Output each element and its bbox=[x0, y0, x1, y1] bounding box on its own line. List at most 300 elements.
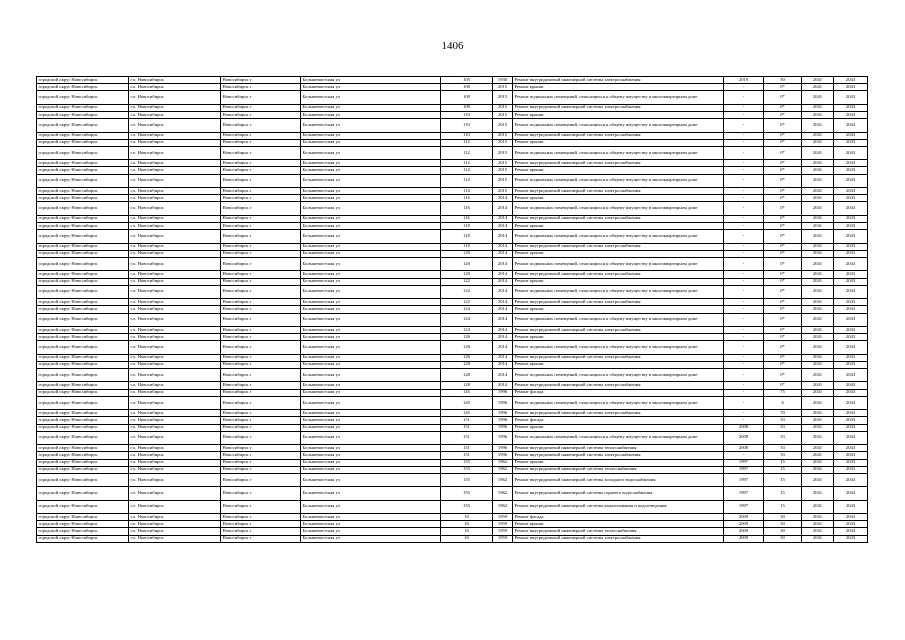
table-row bbox=[37, 466, 868, 473]
cell-end-year: 2043 bbox=[834, 389, 868, 396]
cell-house-number: 124 bbox=[441, 326, 493, 333]
cell-street: Большевистская ул bbox=[301, 431, 441, 444]
cell-work-type: Ремонт внутридомовой инженерной системы электроснабжения bbox=[513, 188, 724, 195]
cell-locality: Новосибирск г bbox=[221, 167, 301, 174]
cell-build-year: 2015 bbox=[493, 146, 513, 159]
cell-house-number: 120 bbox=[441, 250, 493, 257]
cell-start-year: 2041 bbox=[802, 257, 834, 270]
cell-wear-percent: 15 bbox=[764, 466, 802, 473]
cell-work-type: Ремонт крыши bbox=[513, 424, 724, 431]
cell-work-type: Ремонт внутридомовой инженерной системы горячего водоснабжения bbox=[513, 487, 724, 500]
cell-end-year: 2043 bbox=[834, 306, 868, 313]
cell-house-number: 155 bbox=[441, 500, 493, 513]
cell-locality: Новосибирск г bbox=[221, 410, 301, 417]
table-row bbox=[37, 369, 868, 382]
cell-locality: Новосибирск г bbox=[221, 341, 301, 354]
cell-start-year: 2041 bbox=[802, 452, 834, 459]
cell-last-repair-year: 2008 bbox=[724, 431, 764, 444]
cell-house-number: 114 bbox=[441, 167, 493, 174]
cell-build-year: 1996 bbox=[493, 410, 513, 417]
cell-last-repair-year: - bbox=[724, 257, 764, 270]
cell-last-repair-year: - bbox=[724, 223, 764, 230]
cell-start-year: 2041 bbox=[802, 459, 834, 466]
cell-house-number: 16 bbox=[441, 514, 493, 521]
cell-municipal-unit: г.о. Новосибирск bbox=[129, 361, 221, 368]
cell-start-year: 2041 bbox=[802, 174, 834, 187]
cell-street: Большевистская ул bbox=[301, 215, 441, 222]
cell-municipal-unit: г.о. Новосибирск bbox=[129, 285, 221, 298]
cell-last-repair-year: - bbox=[724, 160, 764, 167]
cell-locality: Новосибирск г bbox=[221, 250, 301, 257]
cell-locality: Новосибирск г bbox=[221, 466, 301, 473]
cell-wear-percent: 0* bbox=[764, 278, 802, 285]
cell-municipality: городской округ Новосибирск bbox=[37, 382, 129, 389]
cell-start-year: 2041 bbox=[802, 230, 834, 243]
cell-start-year: 2041 bbox=[802, 84, 834, 91]
cell-municipal-unit: г.о. Новосибирск bbox=[129, 326, 221, 333]
cell-start-year: 2041 bbox=[802, 146, 834, 159]
table-row bbox=[37, 271, 868, 278]
cell-last-repair-year: - bbox=[724, 111, 764, 118]
cell-work-type: Ремонт внутридомовой инженерной системы электроснабжения bbox=[513, 452, 724, 459]
cell-wear-percent: 0* bbox=[764, 313, 802, 326]
cell-house-number: 110 bbox=[441, 111, 493, 118]
cell-street: Большевистская ул bbox=[301, 195, 441, 202]
cell-work-type: Ремонт внутридомовой инженерной системы электроснабжения bbox=[513, 243, 724, 250]
cell-last-repair-year: - bbox=[724, 306, 764, 313]
table-row bbox=[37, 160, 868, 167]
cell-locality: Новосибирск г bbox=[221, 139, 301, 146]
cell-build-year: 2015 bbox=[493, 111, 513, 118]
cell-work-type: Ремонт подвальных помещений, относящихся к общему имуществу в многоквартирном доме bbox=[513, 119, 724, 132]
cell-locality: Новосибирск г bbox=[221, 424, 301, 431]
cell-last-repair-year: - bbox=[724, 132, 764, 139]
cell-locality: Новосибирск г bbox=[221, 514, 301, 521]
cell-start-year: 2041 bbox=[802, 473, 834, 486]
cell-build-year: 2015 bbox=[493, 104, 513, 111]
cell-end-year: 2043 bbox=[834, 167, 868, 174]
cell-end-year: 2043 bbox=[834, 299, 868, 306]
cell-last-repair-year: - bbox=[724, 84, 764, 91]
cell-start-year: 2041 bbox=[802, 91, 834, 104]
cell-wear-percent: 0* bbox=[764, 215, 802, 222]
cell-work-type: Ремонт подвальных помещений, относящихся к общему имуществу в многоквартирном доме bbox=[513, 91, 724, 104]
cell-start-year: 2041 bbox=[802, 396, 834, 409]
cell-house-number: 108 bbox=[441, 84, 493, 91]
cell-wear-percent: 0* bbox=[764, 271, 802, 278]
table-row bbox=[37, 174, 868, 187]
cell-work-type: Ремонт внутридомовой инженерной системы теплоснабжения bbox=[513, 445, 724, 452]
cell-house-number: 116 bbox=[441, 215, 493, 222]
page-number: 1406 bbox=[441, 40, 464, 52]
table-row bbox=[37, 188, 868, 195]
cell-start-year: 2041 bbox=[802, 313, 834, 326]
cell-house-number: 16 bbox=[441, 521, 493, 528]
table-row bbox=[37, 119, 868, 132]
cell-locality: Новосибирск г bbox=[221, 521, 301, 528]
cell-last-repair-year: 2008 bbox=[724, 424, 764, 431]
cell-street: Большевистская ул bbox=[301, 410, 441, 417]
cell-work-type: Ремонт подвальных помещений, относящихся к общему имуществу в многоквартирном доме bbox=[513, 313, 724, 326]
cell-wear-percent: 33 bbox=[764, 417, 802, 424]
cell-street: Большевистская ул bbox=[301, 84, 441, 91]
cell-municipality: городской округ Новосибирск bbox=[37, 188, 129, 195]
cell-municipality: городской округ Новосибирск bbox=[37, 271, 129, 278]
cell-last-repair-year: - bbox=[724, 452, 764, 459]
table-row bbox=[37, 299, 868, 306]
cell-start-year: 2041 bbox=[802, 250, 834, 257]
cell-house-number: 151 bbox=[441, 424, 493, 431]
cell-street: Большевистская ул bbox=[301, 167, 441, 174]
cell-street: Большевистская ул bbox=[301, 91, 441, 104]
cell-wear-percent: 0* bbox=[764, 306, 802, 313]
cell-last-repair-year: 2008 bbox=[724, 445, 764, 452]
cell-start-year: 2041 bbox=[802, 424, 834, 431]
cell-municipal-unit: г.о. Новосибирск bbox=[129, 313, 221, 326]
cell-locality: Новосибирск г bbox=[221, 487, 301, 500]
cell-last-repair-year: - bbox=[724, 195, 764, 202]
cell-work-type: Ремонт внутридомовой инженерной системы теплоснабжения bbox=[513, 466, 724, 473]
cell-last-repair-year: - bbox=[724, 417, 764, 424]
cell-municipal-unit: г.о. Новосибирск bbox=[129, 146, 221, 159]
cell-locality: Новосибирск г bbox=[221, 431, 301, 444]
cell-street: Большевистская ул bbox=[301, 306, 441, 313]
cell-municipal-unit: г.о. Новосибирск bbox=[129, 230, 221, 243]
cell-end-year: 2043 bbox=[834, 535, 868, 542]
cell-end-year: 2043 bbox=[834, 514, 868, 521]
table-row bbox=[37, 521, 868, 528]
cell-municipal-unit: г.о. Новосибирск bbox=[129, 417, 221, 424]
cell-wear-percent: 15 bbox=[764, 500, 802, 513]
cell-locality: Новосибирск г bbox=[221, 132, 301, 139]
table-row bbox=[37, 514, 868, 521]
cell-last-repair-year: 1997 bbox=[724, 466, 764, 473]
cell-build-year: 2015 bbox=[493, 174, 513, 187]
cell-end-year: 2043 bbox=[834, 382, 868, 389]
cell-house-number: 155 bbox=[441, 466, 493, 473]
cell-street: Большевистская ул bbox=[301, 299, 441, 306]
table-row bbox=[37, 396, 868, 409]
cell-municipality: городской округ Новосибирск bbox=[37, 410, 129, 417]
cell-end-year: 2043 bbox=[834, 230, 868, 243]
cell-end-year: 2043 bbox=[834, 417, 868, 424]
cell-municipality: городской округ Новосибирск bbox=[37, 424, 129, 431]
cell-municipality: городской округ Новосибирск bbox=[37, 111, 129, 118]
cell-municipality: городской округ Новосибирск bbox=[37, 215, 129, 222]
cell-municipality: городской округ Новосибирск bbox=[37, 243, 129, 250]
cell-last-repair-year: - bbox=[724, 91, 764, 104]
cell-build-year: 2014 bbox=[493, 271, 513, 278]
cell-municipality: городской округ Новосибирск bbox=[37, 500, 129, 513]
cell-work-type: Ремонт внутридомовой инженерной системы электроснабжения bbox=[513, 132, 724, 139]
cell-locality: Новосибирск г bbox=[221, 119, 301, 132]
cell-build-year: 1996 bbox=[493, 431, 513, 444]
cell-end-year: 2043 bbox=[834, 243, 868, 250]
cell-municipal-unit: г.о. Новосибирск bbox=[129, 382, 221, 389]
cell-work-type: Ремонт внутридомовой инженерной системы электроснабжения bbox=[513, 160, 724, 167]
cell-wear-percent: 0* bbox=[764, 341, 802, 354]
cell-street: Большевистская ул bbox=[301, 500, 441, 513]
cell-wear-percent: 0* bbox=[764, 369, 802, 382]
cell-street: Большевистская ул bbox=[301, 389, 441, 396]
cell-build-year: 2014 bbox=[493, 202, 513, 215]
cell-wear-percent: 75 bbox=[764, 389, 802, 396]
cell-last-repair-year: - bbox=[724, 341, 764, 354]
cell-work-type: Ремонт внутридомовой инженерной системы электроснабжения bbox=[513, 326, 724, 333]
cell-end-year: 2043 bbox=[834, 354, 868, 361]
cell-wear-percent: 30 bbox=[764, 521, 802, 528]
cell-house-number: 108 bbox=[441, 91, 493, 104]
cell-house-number: 16 bbox=[441, 528, 493, 535]
cell-last-repair-year: 1997 bbox=[724, 487, 764, 500]
cell-build-year: 1959 bbox=[493, 535, 513, 542]
cell-work-type: Ремонт подвальных помещений, относящихся к общему имуществу в многоквартирном доме bbox=[513, 202, 724, 215]
cell-house-number: 124 bbox=[441, 313, 493, 326]
cell-wear-percent: 0* bbox=[764, 202, 802, 215]
cell-wear-percent: 15 bbox=[764, 459, 802, 466]
cell-municipality: городской округ Новосибирск bbox=[37, 139, 129, 146]
cell-last-repair-year: - bbox=[724, 250, 764, 257]
cell-end-year: 2043 bbox=[834, 77, 868, 84]
cell-work-type: Ремонт подвальных помещений, относящихся к общему имуществу в многоквартирном доме bbox=[513, 146, 724, 159]
table-row bbox=[37, 326, 868, 333]
cell-street: Большевистская ул bbox=[301, 313, 441, 326]
register-body bbox=[37, 77, 868, 543]
table-row bbox=[37, 313, 868, 326]
cell-build-year: 1996 bbox=[493, 417, 513, 424]
cell-start-year: 2041 bbox=[802, 417, 834, 424]
cell-street: Большевистская ул bbox=[301, 487, 441, 500]
cell-street: Большевистская ул bbox=[301, 334, 441, 341]
table-row bbox=[37, 424, 868, 431]
cell-start-year: 2041 bbox=[802, 188, 834, 195]
cell-work-type: Ремонт внутридомовой инженерной системы электроснабжения bbox=[513, 410, 724, 417]
cell-wear-percent: 0* bbox=[764, 174, 802, 187]
cell-municipal-unit: г.о. Новосибирск bbox=[129, 424, 221, 431]
table-row bbox=[37, 334, 868, 341]
cell-end-year: 2043 bbox=[834, 271, 868, 278]
cell-build-year: 1959 bbox=[493, 521, 513, 528]
cell-wear-percent: 0* bbox=[764, 84, 802, 91]
cell-house-number: 126 bbox=[441, 354, 493, 361]
cell-street: Большевистская ул bbox=[301, 119, 441, 132]
cell-wear-percent: 30 bbox=[764, 528, 802, 535]
cell-start-year: 2041 bbox=[802, 521, 834, 528]
cell-build-year: 2014 bbox=[493, 223, 513, 230]
cell-municipal-unit: г.о. Новосибирск bbox=[129, 119, 221, 132]
cell-build-year: 1996 bbox=[493, 389, 513, 396]
cell-municipal-unit: г.о. Новосибирск bbox=[129, 306, 221, 313]
cell-street: Большевистская ул bbox=[301, 382, 441, 389]
cell-municipal-unit: г.о. Новосибирск bbox=[129, 396, 221, 409]
cell-start-year: 2041 bbox=[802, 354, 834, 361]
cell-work-type: Ремонт крыши bbox=[513, 139, 724, 146]
cell-house-number: 151 bbox=[441, 417, 493, 424]
cell-build-year: 1959 bbox=[493, 528, 513, 535]
cell-start-year: 2041 bbox=[802, 487, 834, 500]
cell-work-type: Ремонт внутридомовой инженерной системы электроснабжения bbox=[513, 354, 724, 361]
cell-locality: Новосибирск г bbox=[221, 445, 301, 452]
cell-end-year: 2043 bbox=[834, 445, 868, 452]
table-row bbox=[37, 167, 868, 174]
cell-start-year: 2041 bbox=[802, 278, 834, 285]
cell-start-year: 2041 bbox=[802, 215, 834, 222]
cell-house-number: 124 bbox=[441, 306, 493, 313]
cell-last-repair-year: - bbox=[724, 299, 764, 306]
cell-street: Большевистская ул bbox=[301, 243, 441, 250]
cell-wear-percent: 0* bbox=[764, 167, 802, 174]
cell-start-year: 2041 bbox=[802, 326, 834, 333]
cell-street: Большевистская ул bbox=[301, 369, 441, 382]
cell-municipality: городской округ Новосибирск bbox=[37, 313, 129, 326]
cell-last-repair-year: - bbox=[724, 410, 764, 417]
cell-last-repair-year: 2009 bbox=[724, 514, 764, 521]
cell-municipal-unit: г.о. Новосибирск bbox=[129, 215, 221, 222]
cell-end-year: 2043 bbox=[834, 250, 868, 257]
cell-house-number: 155 bbox=[441, 459, 493, 466]
cell-municipality: городской округ Новосибирск bbox=[37, 369, 129, 382]
cell-municipal-unit: г.о. Новосибирск bbox=[129, 250, 221, 257]
cell-street: Большевистская ул bbox=[301, 257, 441, 270]
cell-municipality: городской округ Новосибирск bbox=[37, 466, 129, 473]
cell-house-number: 114 bbox=[441, 188, 493, 195]
cell-last-repair-year: - bbox=[724, 230, 764, 243]
cell-locality: Новосибирск г bbox=[221, 369, 301, 382]
cell-house-number: 151 bbox=[441, 445, 493, 452]
cell-work-type: Ремонт внутридомовой инженерной системы электроснабжения bbox=[513, 382, 724, 389]
cell-municipal-unit: г.о. Новосибирск bbox=[129, 354, 221, 361]
cell-wear-percent: 0* bbox=[764, 361, 802, 368]
cell-work-type: Ремонт фасада bbox=[513, 417, 724, 424]
cell-build-year: 2014 bbox=[493, 215, 513, 222]
cell-street: Большевистская ул bbox=[301, 77, 441, 84]
cell-start-year: 2041 bbox=[802, 139, 834, 146]
table-row bbox=[37, 77, 868, 84]
cell-locality: Новосибирск г bbox=[221, 278, 301, 285]
cell-municipal-unit: г.о. Новосибирск bbox=[129, 257, 221, 270]
cell-house-number: 120 bbox=[441, 257, 493, 270]
cell-end-year: 2043 bbox=[834, 361, 868, 368]
cell-work-type: Ремонт крыши bbox=[513, 111, 724, 118]
cell-municipality: городской округ Новосибирск bbox=[37, 487, 129, 500]
cell-municipal-unit: г.о. Новосибирск bbox=[129, 299, 221, 306]
cell-municipality: городской округ Новосибирск bbox=[37, 250, 129, 257]
cell-municipality: городской округ Новосибирск bbox=[37, 167, 129, 174]
cell-street: Большевистская ул bbox=[301, 361, 441, 368]
cell-last-repair-year: - bbox=[724, 313, 764, 326]
table-row bbox=[37, 257, 868, 270]
cell-house-number: 110 bbox=[441, 132, 493, 139]
cell-wear-percent: 0* bbox=[764, 299, 802, 306]
cell-work-type: Ремонт крыши bbox=[513, 195, 724, 202]
cell-house-number: 116 bbox=[441, 195, 493, 202]
cell-municipality: городской округ Новосибирск bbox=[37, 445, 129, 452]
table-row bbox=[37, 223, 868, 230]
cell-start-year: 2041 bbox=[802, 410, 834, 417]
cell-house-number: 112 bbox=[441, 160, 493, 167]
cell-last-repair-year: - bbox=[724, 361, 764, 368]
table-row bbox=[37, 139, 868, 146]
cell-municipal-unit: г.о. Новосибирск bbox=[129, 139, 221, 146]
table-row bbox=[37, 500, 868, 513]
cell-municipality: городской округ Новосибирск bbox=[37, 431, 129, 444]
cell-street: Большевистская ул bbox=[301, 417, 441, 424]
cell-end-year: 2043 bbox=[834, 111, 868, 118]
cell-locality: Новосибирск г bbox=[221, 188, 301, 195]
cell-municipality: городской округ Новосибирск bbox=[37, 459, 129, 466]
cell-street: Большевистская ул bbox=[301, 466, 441, 473]
cell-wear-percent: 0* bbox=[764, 160, 802, 167]
cell-municipal-unit: г.о. Новосибирск bbox=[129, 459, 221, 466]
cell-house-number: 108 bbox=[441, 104, 493, 111]
cell-last-repair-year: - bbox=[724, 271, 764, 278]
cell-house-number: 128 bbox=[441, 369, 493, 382]
table-row bbox=[37, 389, 868, 396]
cell-last-repair-year: - bbox=[724, 285, 764, 298]
cell-municipality: городской округ Новосибирск bbox=[37, 91, 129, 104]
table-row bbox=[37, 132, 868, 139]
table-row bbox=[37, 111, 868, 118]
cell-work-type: Ремонт внутридомовой инженерной системы электроснабжения bbox=[513, 535, 724, 542]
cell-street: Большевистская ул bbox=[301, 396, 441, 409]
table-row bbox=[37, 285, 868, 298]
cell-work-type: Ремонт подвальных помещений, относящихся к общему имуществу в многоквартирном доме bbox=[513, 285, 724, 298]
cell-work-type: Ремонт подвальных помещений, относящихся к общему имуществу в многоквартирном доме bbox=[513, 257, 724, 270]
table-row bbox=[37, 202, 868, 215]
cell-wear-percent: 30 bbox=[764, 514, 802, 521]
cell-municipal-unit: г.о. Новосибирск bbox=[129, 334, 221, 341]
table-row bbox=[37, 306, 868, 313]
cell-street: Большевистская ул bbox=[301, 132, 441, 139]
cell-start-year: 2041 bbox=[802, 382, 834, 389]
cell-build-year: 2014 bbox=[493, 306, 513, 313]
cell-municipality: городской округ Новосибирск bbox=[37, 77, 129, 84]
cell-build-year: 2014 bbox=[493, 341, 513, 354]
cell-municipal-unit: г.о. Новосибирск bbox=[129, 223, 221, 230]
cell-end-year: 2043 bbox=[834, 452, 868, 459]
cell-start-year: 2041 bbox=[802, 132, 834, 139]
cell-municipal-unit: г.о. Новосибирск bbox=[129, 188, 221, 195]
cell-build-year: 2014 bbox=[493, 299, 513, 306]
cell-build-year: 1962 bbox=[493, 487, 513, 500]
table-row bbox=[37, 535, 868, 542]
cell-last-repair-year: - bbox=[724, 139, 764, 146]
cell-build-year: 1996 bbox=[493, 445, 513, 452]
cell-last-repair-year: - bbox=[724, 167, 764, 174]
table-row bbox=[37, 459, 868, 466]
cell-work-type: Ремонт подвальных помещений, относящихся к общему имуществу в многоквартирном доме bbox=[513, 369, 724, 382]
cell-wear-percent: 0* bbox=[764, 326, 802, 333]
cell-last-repair-year: 2009 bbox=[724, 528, 764, 535]
cell-start-year: 2041 bbox=[802, 528, 834, 535]
cell-locality: Новосибирск г bbox=[221, 334, 301, 341]
cell-municipality: городской округ Новосибирск bbox=[37, 202, 129, 215]
cell-street: Большевистская ул bbox=[301, 535, 441, 542]
cell-start-year: 2041 bbox=[802, 514, 834, 521]
cell-wear-percent: 0* bbox=[764, 230, 802, 243]
cell-locality: Новосибирск г bbox=[221, 91, 301, 104]
cell-wear-percent: 33 bbox=[764, 431, 802, 444]
cell-wear-percent: 15 bbox=[764, 473, 802, 486]
cell-end-year: 2043 bbox=[834, 104, 868, 111]
cell-house-number: 112 bbox=[441, 139, 493, 146]
cell-build-year: 2014 bbox=[493, 326, 513, 333]
cell-build-year: 2015 bbox=[493, 188, 513, 195]
cell-municipality: городской округ Новосибирск bbox=[37, 257, 129, 270]
cell-start-year: 2041 bbox=[802, 431, 834, 444]
cell-wear-percent: 4 bbox=[764, 396, 802, 409]
cell-end-year: 2043 bbox=[834, 91, 868, 104]
